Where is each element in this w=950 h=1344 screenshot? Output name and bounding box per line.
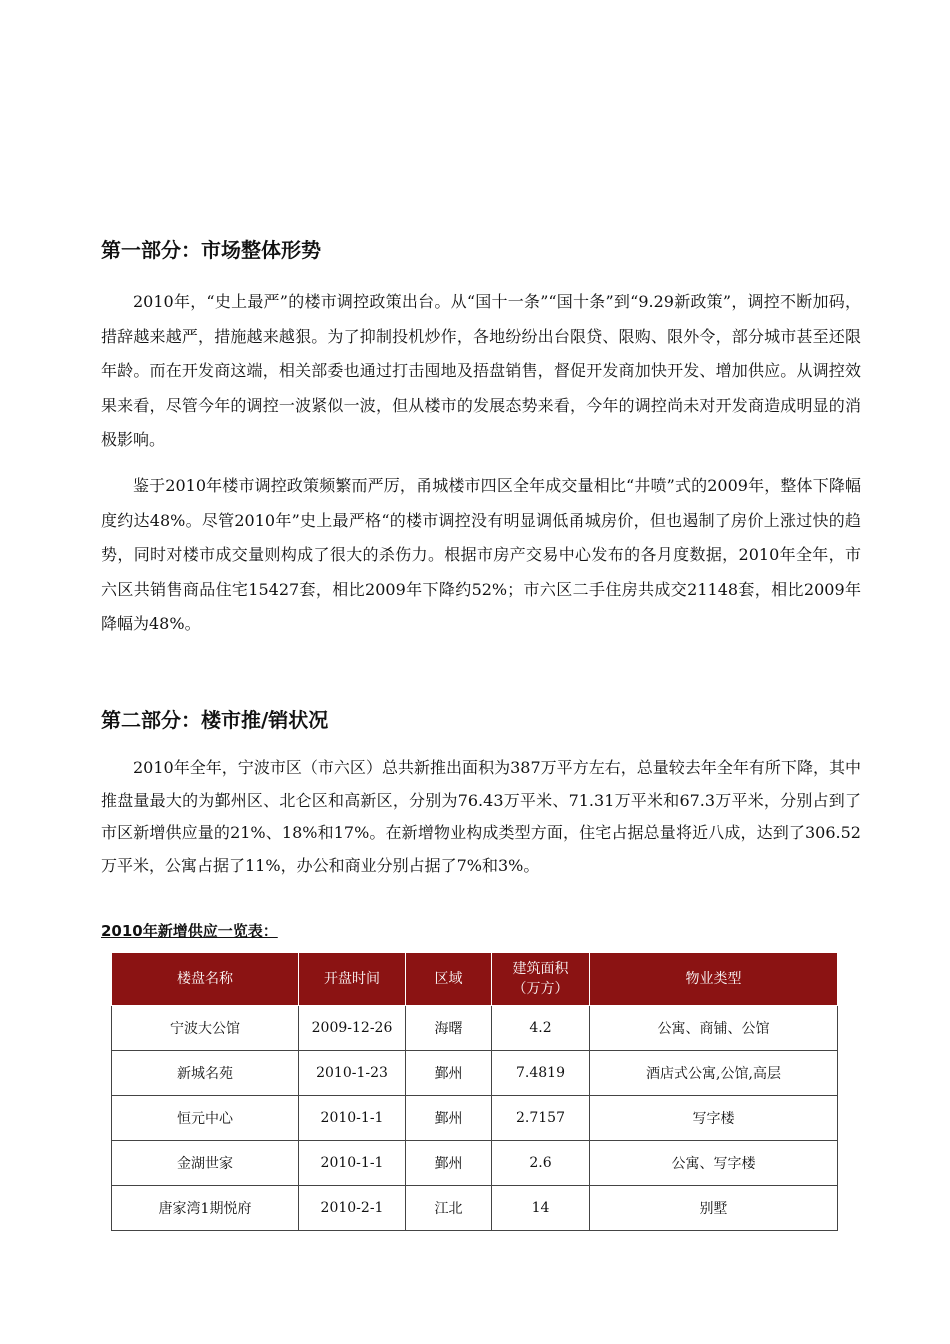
section2-paragraph: 2010年全年，宁波市区（市六区）总共新推出面积为387万平方左右，总量较去年全年有所下降，其中推盘量最大的为鄞州区、北仑区和高新区，分别为76.43万平米、71.31万平米和67.3万平米，分别占到了市区新增供应量的21%、18%和17%。在新增物业构成类型方面，住宅占据总量将近八成，达到了306.52万平米，公寓占据了11%，办公和商业分别占据了7%和3%。: [101, 758, 861, 875]
table-body: [112, 1006, 838, 1231]
cell-opening-date: 2010-2-1: [299, 1186, 406, 1231]
cell-project-name: 唐家湾1期悦府: [112, 1186, 299, 1231]
cell-floor-area: 2.7157: [492, 1096, 590, 1141]
table-row: [112, 1186, 838, 1231]
cell-floor-area: 7.4819: [492, 1051, 590, 1096]
table-row: [112, 1006, 838, 1051]
cell-opening-date: 2010-1-1: [299, 1096, 406, 1141]
cell-district: 鄞州: [406, 1096, 492, 1141]
table-row: [112, 1096, 838, 1141]
section1-heading: 第一部分：市场整体形势: [101, 238, 321, 262]
table-row: [112, 1051, 838, 1096]
cell-floor-area: 14: [492, 1186, 590, 1231]
section1-paragraph-1: 2010年，“史上最严”的楼市调控政策出台。从“国十一条”“国十条”到“9.29新政策”，调控不断加码，措辞越来越严，措施越来越狠。为了抑制投机炒作，各地纷纷出台限贷、限购、限外令，部分城市甚至还限年龄。而在开发商这端，相关部委也通过打击囤地及捂盘销售，督促开发商加快开发、增加供应。从调控效果来看，尽管今年的调控一波紧似一波，但从楼市的发展态势来看，今年的调控尚未对开发商造成明显的消极影响。: [101, 292, 861, 450]
cell-district: 海曙: [406, 1006, 492, 1051]
header-opening-date: 开盘时间: [299, 953, 406, 1006]
header-district: 区域: [406, 953, 492, 1006]
cell-project-name: 新城名苑: [112, 1051, 299, 1096]
cell-opening-date: 2010-1-1: [299, 1141, 406, 1186]
section1-paragraph-2: 鉴于2010年楼市调控政策频繁而严厉，甬城楼市四区全年成交量相比“井喷”式的2009年，整体下降幅度约达48%。尽管2010年”史上最严格“的楼市调控没有明显调低甬城房价，但也遏制了房价上涨过快的趋势，同时对楼市成交量则构成了很大的杀伤力。根据市房产交易中心发布的各月度数据，2010年全年，市六区共销售商品住宅15427套，相比2009年下降约52%；市六区二手住房共成交21148套，相比2009年降幅为48%。: [101, 476, 861, 634]
table-row: [112, 1141, 838, 1186]
cell-property-type: 别墅: [590, 1186, 838, 1231]
cell-project-name: 宁波大公馆: [112, 1006, 299, 1051]
cell-opening-date: 2010-1-23: [299, 1051, 406, 1096]
cell-project-name: 恒元中心: [112, 1096, 299, 1141]
cell-property-type: 公寓、写字楼: [590, 1141, 838, 1186]
table-header: [112, 953, 838, 1006]
cell-property-type: 酒店式公寓,公馆,高层: [590, 1051, 838, 1096]
cell-district: 鄞州: [406, 1141, 492, 1186]
cell-project-name: 金湖世家: [112, 1141, 299, 1186]
table-caption: 2010年新增供应一览表：: [101, 922, 278, 940]
cell-district: 江北: [406, 1186, 492, 1231]
header-floor-area: 建筑面积 （万方）: [492, 953, 590, 1006]
header-project-name: 楼盘名称: [112, 953, 299, 1006]
cell-district: 鄞州: [406, 1051, 492, 1096]
new-supply-table: [111, 952, 838, 1231]
cell-property-type: 写字楼: [590, 1096, 838, 1141]
cell-opening-date: 2009-12-26: [299, 1006, 406, 1051]
header-property-type: 物业类型: [590, 953, 838, 1006]
section2-heading: 第二部分：楼市推/销状况: [101, 708, 329, 732]
cell-floor-area: 2.6: [492, 1141, 590, 1186]
cell-property-type: 公寓、商铺、公馆: [590, 1006, 838, 1051]
cell-floor-area: 4.2: [492, 1006, 590, 1051]
